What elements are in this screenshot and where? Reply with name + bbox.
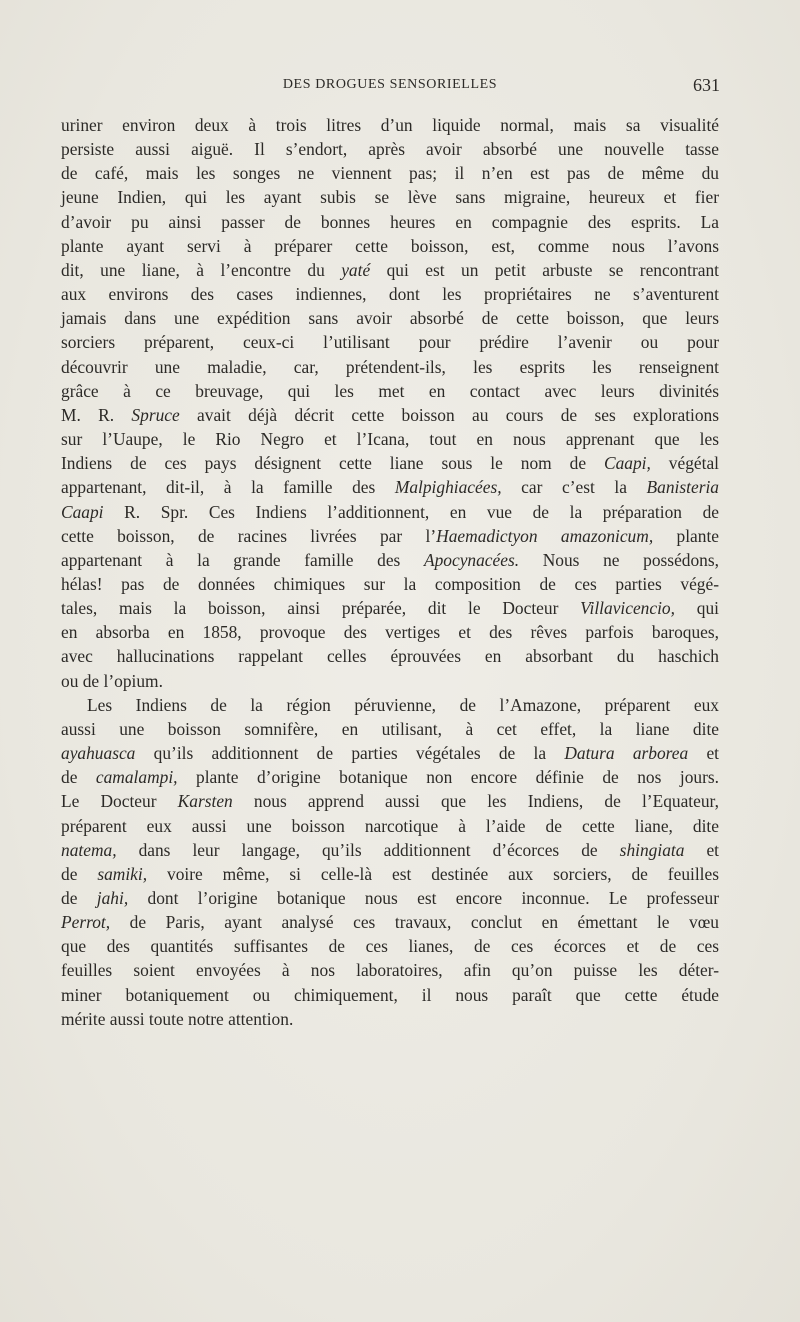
italic-term: jahi, [96, 888, 129, 908]
text-run: préparent eux aussi une boisson narcotique à l’aide de cette liane, dite [61, 815, 719, 836]
text-line [61, 741, 719, 765]
text-line [61, 669, 719, 693]
text-run: dans leur langage, qu’ils additionnent d’écorces de [116, 839, 620, 860]
text-run: sorciers préparent, ceux-ci l’utilisant pour prédire l’avenir ou pour [61, 332, 719, 353]
text-line [61, 113, 719, 137]
text-line [61, 838, 719, 862]
text-run: de [61, 888, 97, 908]
text-line [61, 620, 719, 644]
text-line [61, 306, 719, 330]
text-line [61, 258, 719, 282]
text-run: grâce à ce breuvage, qui les met en contact avec leurs divinités [61, 380, 719, 401]
text-line [61, 983, 719, 1007]
text-line [61, 862, 719, 886]
text-run: hélas! pas de données chimiques sur la composition de ces parties végé- [61, 573, 719, 594]
text-run: jeune Indien, qui les ayant subis se lève sans migraine, heureux et fier [61, 187, 719, 208]
italic-term: Haemadictyon amazonicum, [436, 525, 654, 546]
text-run: voire même, si celle-là est destinée aux sorciers, de feuilles [147, 863, 719, 884]
text-run: sur l’Uaupe, le Rio Negro et l’Icana, tout en nous apprenant que les [61, 429, 719, 450]
text-run: avait déjà décrit cette boisson au cours de ses explorations [179, 404, 720, 425]
text-run: aussi une boisson somnifère, en utilisant, à cet effet, la liane dite [61, 718, 719, 739]
italic-term: Caapi [61, 501, 104, 522]
text-line [61, 500, 719, 524]
running-head [60, 75, 720, 99]
text-run: Le Docteur [61, 791, 178, 812]
text-run: découvrir une maladie, car, prétendent-ils, les esprits les renseignent [61, 356, 719, 377]
text-run: cette boisson, de racines livrées par l’ [61, 525, 437, 546]
italic-term: Apocynacées. [423, 549, 520, 570]
text-run: plante ayant servi à préparer cette boisson, est, comme nous l’avons [61, 235, 719, 256]
italic-term: Villavicencio, [580, 598, 675, 619]
text-run: Les Indiens de la région péruvienne, de l’Amazone, préparent eux [87, 694, 719, 715]
text-run: tales, mais la boisson, ainsi préparée, dit le Docteur [61, 598, 581, 619]
text-line [61, 234, 719, 258]
text-line [61, 451, 719, 475]
text-run: R. Spr. Ces Indiens l’additionnent, en vue de la préparation de [103, 501, 719, 522]
italic-term: Perrot, [61, 912, 111, 933]
text-run: végétal [650, 453, 719, 474]
text-run: Nous ne possédons, [519, 549, 719, 570]
text-run: en absorba en 1858, provoque des vertiges et des rêves parfois baroques, [61, 622, 719, 643]
italic-term: Spruce [131, 404, 180, 425]
text-run: car c’est la [501, 477, 647, 498]
text-run: nous apprend aussi que les Indiens, de l’Equateur, [232, 791, 719, 812]
text-run: M. R. [61, 404, 132, 425]
text-line [61, 886, 719, 910]
text-run: Indiens de ces pays désignent cette liane sous le nom de [61, 453, 604, 474]
italic-term: yaté [341, 259, 371, 280]
text-run: ou de l’opium. [61, 670, 163, 691]
body-text [61, 113, 719, 1031]
text-line [61, 910, 719, 934]
text-run: de Paris, ayant analysé ces travaux, conclut en émettant le vœu [110, 912, 719, 933]
text-run: de [61, 767, 96, 788]
italic-term: natema, [61, 839, 117, 860]
text-run: feuilles soient envoyées à nos laboratoires, afin qu’on puisse les déter- [61, 960, 719, 981]
text-line [61, 572, 719, 596]
text-run: qu’ils additionnent de parties végétales de la [135, 743, 565, 764]
text-line [61, 137, 719, 161]
text-run: miner botaniquement ou chimiquement, il nous paraît que cette étude [61, 984, 719, 1005]
text-line [61, 403, 719, 427]
text-line [61, 765, 719, 789]
text-run: persiste aussi aiguë. Il s’endort, après avoir absorbé une nouvelle tasse [61, 139, 719, 160]
text-line [61, 379, 719, 403]
italic-term: Datura arborea [564, 743, 689, 764]
text-line [61, 934, 719, 958]
running-title: DES DROGUES SENSORIELLES [282, 77, 498, 92]
text-line [61, 693, 719, 717]
text-run: de café, mais les songes ne viennent pas; il n’en est pas de même du [61, 163, 719, 184]
text-line [61, 958, 719, 982]
text-line [61, 524, 719, 548]
italic-term: Malpighiacées, [394, 477, 502, 498]
text-run: appartenant à la grande famille des [61, 549, 424, 570]
text-run: plante [653, 525, 719, 546]
text-run: plante d’origine botanique non encore définie de nos jours. [177, 767, 719, 788]
text-line [61, 644, 719, 668]
text-run: avec hallucinations rappelant celles éprouvées en absorbant du haschich [61, 646, 719, 667]
text-line [61, 427, 719, 451]
italic-term: camalampi, [95, 767, 178, 788]
text-line [61, 548, 719, 572]
text-line [61, 1007, 719, 1031]
text-run: et [688, 743, 720, 764]
text-run: dit, une liane, à l’encontre du [61, 259, 342, 280]
italic-term: samiki, [97, 863, 148, 884]
text-line [61, 282, 719, 306]
text-run: et [684, 839, 719, 860]
text-run: qui est un petit arbuste se rencontrant [370, 259, 719, 280]
text-line [61, 210, 719, 234]
page-number: 631 [693, 75, 720, 95]
text-line [61, 475, 719, 499]
text-run: d’avoir pu ainsi passer de bonnes heures en compagnie des esprits. La [61, 211, 719, 232]
text-line [61, 596, 719, 620]
italic-term: Banisteria [646, 477, 719, 498]
text-line [61, 355, 719, 379]
italic-term: Karsten [177, 791, 233, 812]
text-line [61, 814, 719, 838]
text-line [61, 161, 719, 185]
text-run: uriner environ deux à trois litres d’un liquide normal, mais sa visualité [61, 115, 719, 135]
italic-term: Caapi, [603, 453, 651, 474]
italic-term: ayahuasca [61, 743, 136, 764]
text-run: aux environs des cases indiennes, dont les propriétaires ne s’aventurent [61, 284, 719, 305]
text-run: que des quantités suffisantes de ces lianes, de ces écorces et de ces [61, 936, 719, 957]
text-run: de [61, 863, 98, 884]
text-line [61, 330, 719, 354]
text-line [61, 717, 719, 741]
italic-term: shingiata [619, 839, 685, 860]
text-run: jamais dans une expédition sans avoir absorbé de cette boisson, que leurs [61, 308, 719, 329]
text-run: qui [674, 598, 719, 619]
text-run: dont l’origine botanique nous est encore inconnue. Le professeur [128, 888, 719, 908]
text-line [61, 185, 719, 209]
text-line [61, 789, 719, 813]
text-run: appartenant, dit-il, à la famille des [61, 477, 395, 498]
text-run: mérite aussi toute notre attention. [61, 1008, 294, 1029]
